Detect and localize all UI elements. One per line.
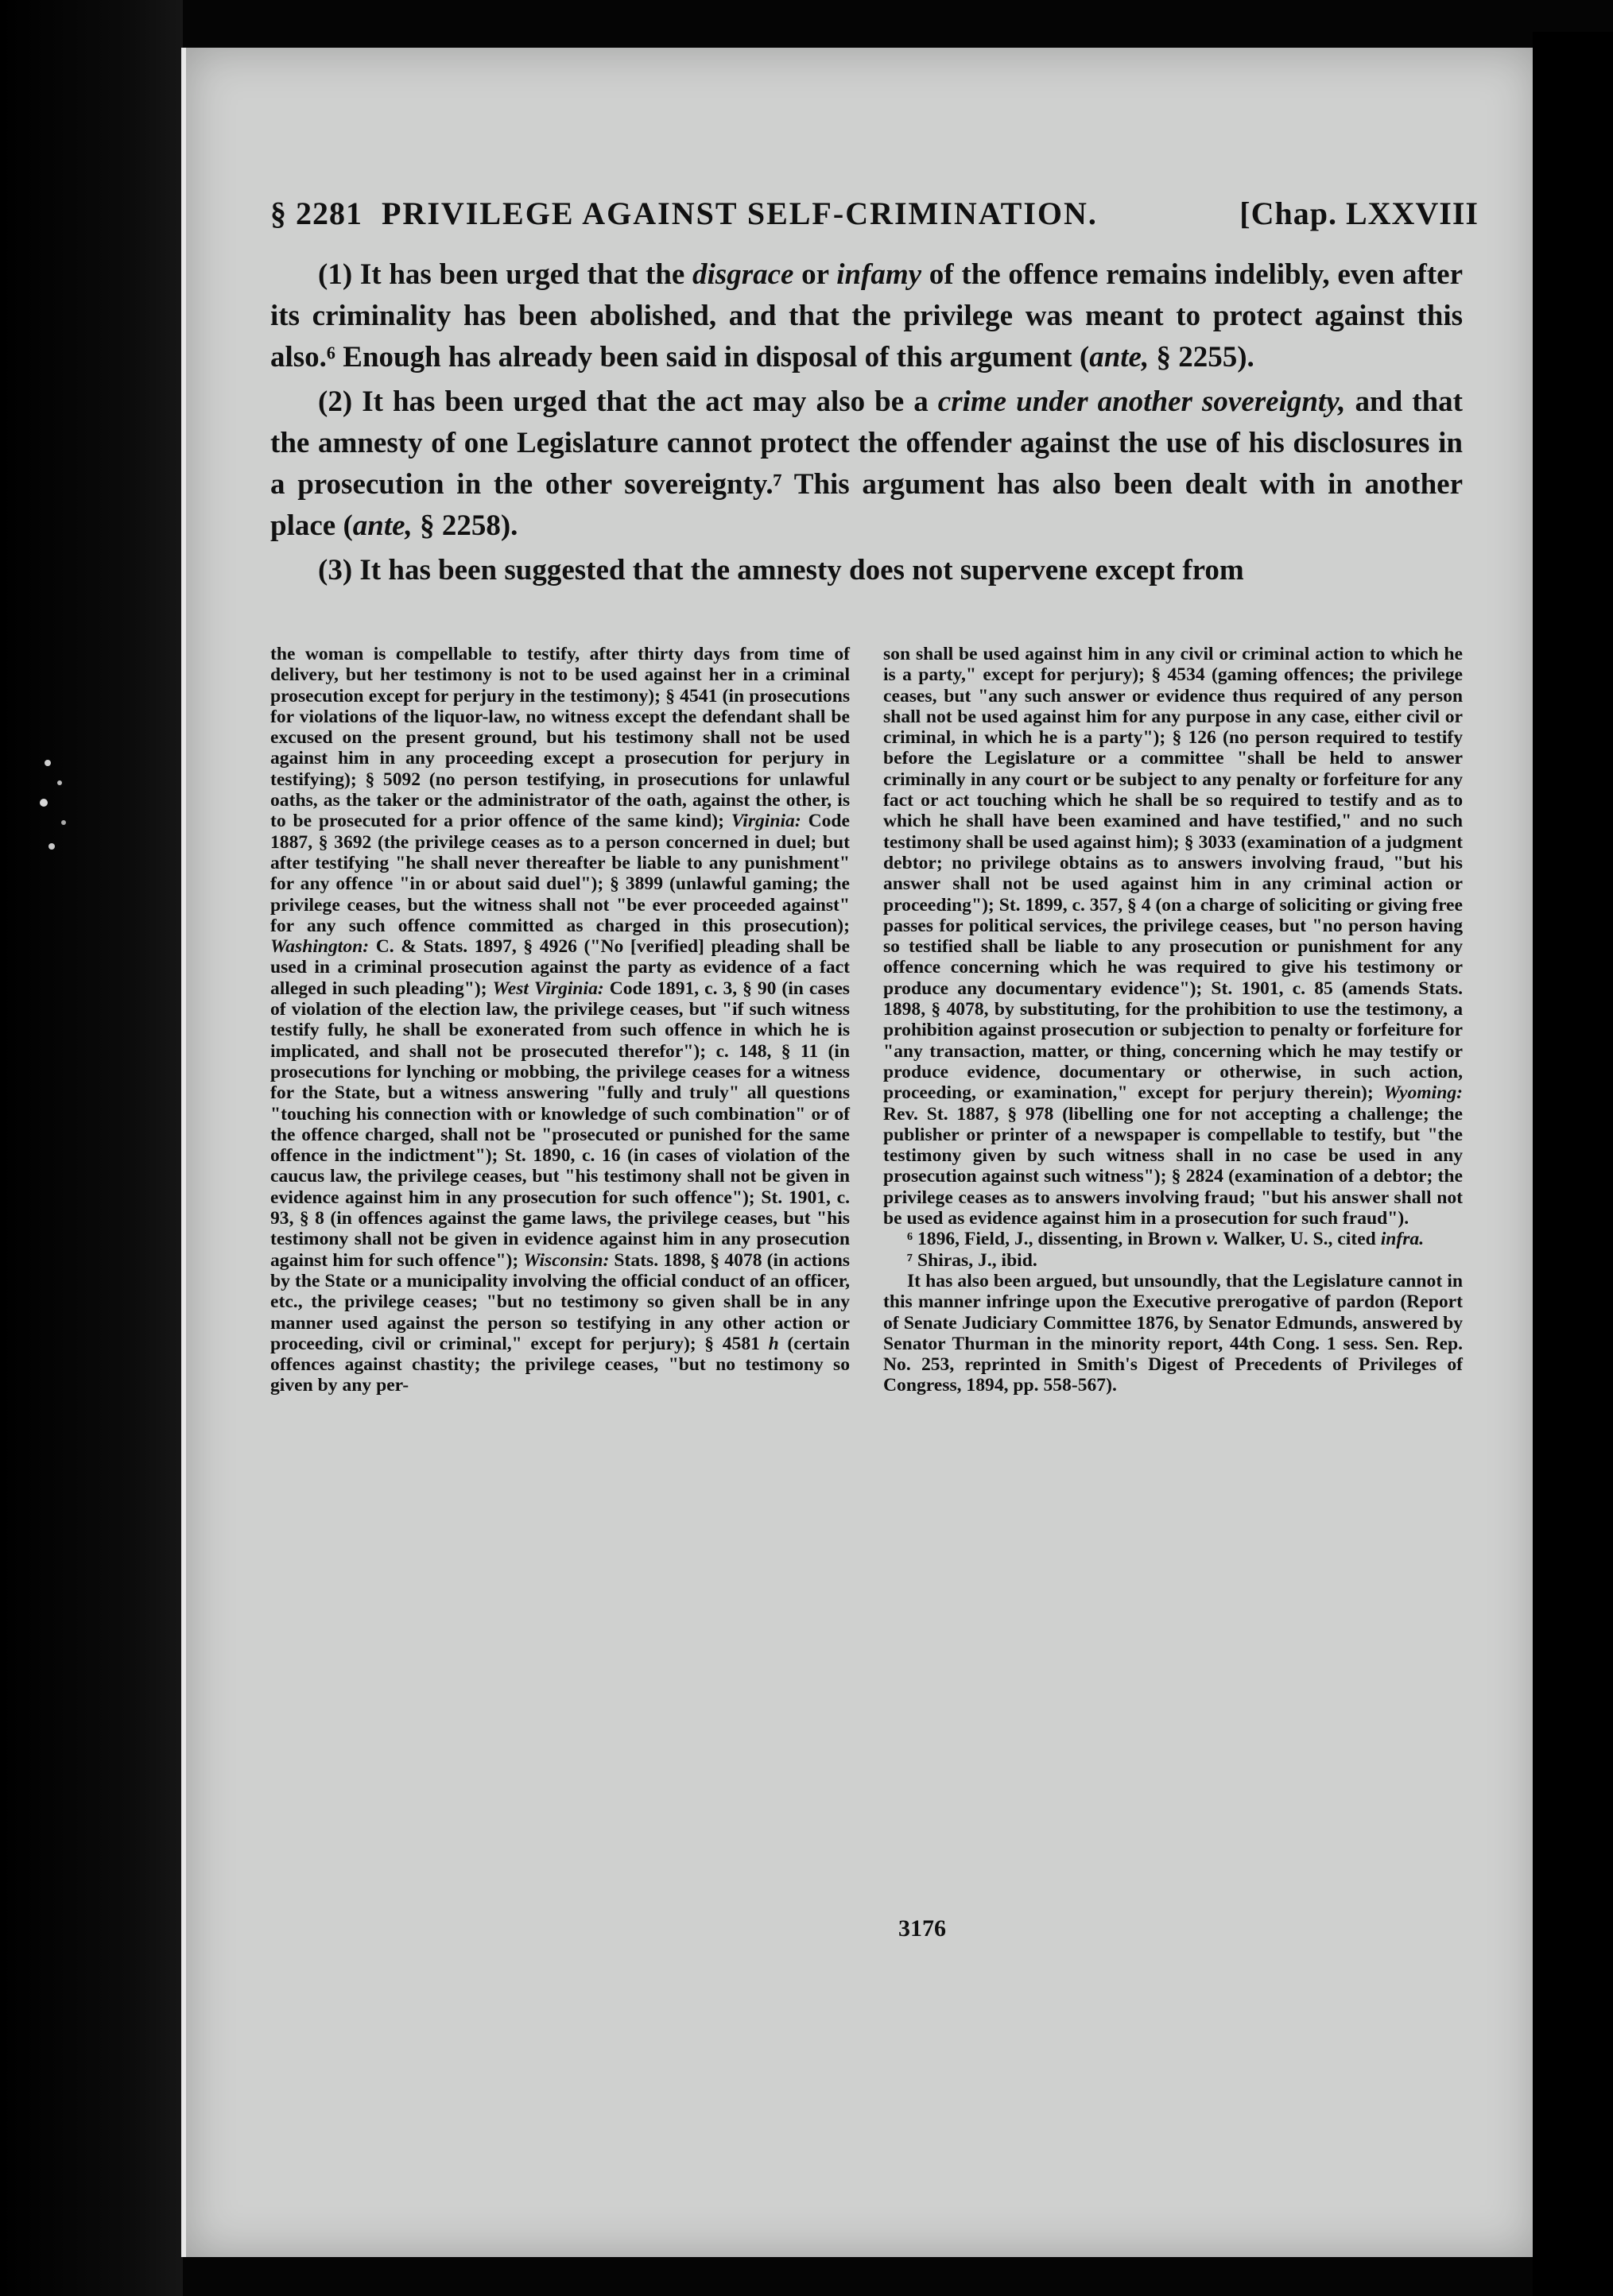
italic-run: Washington:	[270, 936, 370, 958]
text-run: C. & Stats. 1897, § 4926 ("No [verified] pleading shall be used in a criminal prosecution against the party as evidence of a fact alleged in such pleading");	[270, 936, 850, 999]
scan-specks	[32, 747, 79, 874]
footnote-continued-left	[270, 644, 850, 1396]
section-number: § 2281	[270, 196, 363, 231]
italic-run: ante,	[352, 509, 413, 542]
italic-run: Wyoming:	[1383, 1082, 1463, 1104]
paragraph-2	[270, 381, 1463, 547]
text-run: or	[793, 258, 837, 291]
italic-run: infra.	[1380, 1229, 1425, 1250]
text-run: son shall be used against him in any civil or criminal action to which he is a party," except for perjury); § 4534 (gaming offences; the privilege ceases, but "any such answer or evidence thus required of any person shall not be used against him for any purpose in any case, either civil or criminal, in which he is a party"); § 126 (no person required to testify before the Legislature or a committee "shall be held to answer criminally in any court or be subject to any penalty or forfeiture for any fact or act touching which he shall be so required to testify and as to which he shall have been examined and have testified," and no such testimony shall be used against him); § 3033 (examination of a judgment debtor; no privilege obtains as to answers involving fraud, "but his answer shall not be used against him in any criminal action or proceeding"); St. 1899, c. 357, § 4 (on a charge of soliciting or giving free passes for political services, the privilege ceases, but "no person having so testified shall be liable to any prosecution or punishment for any offence concerning which he was required to give his testimony or produce any documentary evidence"); St. 1901, c. 85 (amends Stats. 1898, § 4078, by substituting, for the prohibition to use the testimony, a prohibition against prosecution or subjection to penalty or forfeiture for "any transaction, matter, or thing, concerning which he may testify or produce evidence, documentary or otherwise, in such action, proceeding, or examination," except for perjury therein);	[883, 644, 1463, 1104]
text-run: Stats. 1898, § 4078 (in actions by the State or a municipality involving the official conduct of an officer, etc., the privilege ceases; "but no testimony so given shall be in any manner used against the person so testifying in any other action or proceeding, civil or criminal," except for perjury); § 4581	[270, 1249, 850, 1354]
footnote-paragraph: It has also been argued, but unsoundly, that the Legislature cannot in this manner infringe upon the Executive prerogative of pardon (Report of Senate Judiciary Committee 1876, by Senator Edmunds, answered by Senator Thurman in the minority report, 44th Cong. 1 sess. Sen. Rep. No. 253, reprinted in Smith's Digest of Precedents of Privileges of Congress, 1894, pp. 558-567).	[883, 1270, 1463, 1396]
text-run: ⁶ 1896, Field, J., dissenting, in Brown	[907, 1229, 1207, 1250]
text-run: the woman is compellable to testify, after thirty days from time of delivery, but her testimony is not to be used against her in a criminal prosecution except for perjury in the testimony); § 4541 (in prosecutions for violations of the liquor-law, no witness except the defendant shall be excused on the present ground, but his testimony shall not be used against him in any proceeding except a prosecution for perjury in testifying); § 5092 (no person testifying, in prosecutions for unlawful oaths, as the taker or the administrator of the oath, against the other, is to be prosecuted for a prior offence of the same kind);	[270, 644, 850, 832]
page-number: 3176	[898, 1915, 946, 1942]
text-run: Rev. St. 1887, § 978 (libelling one for not accepting a challenge; the publisher or printer of a newspaper is compellable to testify, but "the testimony given by such witness shall in no case be used in any prosecution against such witness"); § 2824 (examination of a debtor; the privilege ceases as to answers involving fraud; "but his answer shall not be used as evidence against him in a prosecution for such fraud").	[883, 1103, 1463, 1229]
paragraph-3: (3) It has been suggested that the amnesty does not supervene except from	[318, 554, 1244, 587]
text-run: Code 1891, c. 3, § 90 (in cases of violation of the election law, the privilege ceases, but "if such witness testify fully, he shall be exonerated from such offence in which he is implicated, and shall not be prosecuted therefor"); c. 148, § 11 (in prosecutions for lynching or mobbing, the privilege ceases for a witness for the State, but a witness answering "fully and truly" all questions "touching his connection with or knowledge of such combination" or of the offence charged, shall not be "prosecuted or punished for the same offence in the indictment"); St. 1890, c. 16 (in cases of violation of the caucus law, the privilege ceases, but "his testimony shall not be given in evidence against him in any prosecution for such offence"); St. 1901, c. 93, § 8 (in offences against the game laws, the privilege ceases, but "his testimony shall not be given in evidence against him in any prosecution against him for such offence");	[270, 978, 850, 1271]
text-run: Code 1887, § 3692 (the privilege ceases as to a person concerned in duel; but after testifying "he shall never thereafter be liable to any punishment" for any offence "in or about said duel"); § 3899 (unlawful gaming; the privilege ceases, but the witness shall not "be ever proceeded against" for any such offence committed as charged in this prosecution);	[270, 811, 850, 936]
text-run: Walker, U. S., cited	[1218, 1229, 1381, 1250]
text-run: of the offence remains indelibly, even after its criminality has been abolished, and that the privilege was meant to protect against this also.⁶ Enough has already been said in disposal of this argument (	[270, 258, 1463, 374]
italic-run: Virginia:	[731, 811, 801, 832]
footnote-right-column	[883, 644, 1463, 1396]
italic-run: West Virginia:	[492, 978, 604, 999]
italic-run: h	[768, 1333, 779, 1354]
text-run: and that the amnesty of one Legislature cannot protect the offender against the use of his disclosures in a prosecution in the other sovereignty.⁷ This argument has also been dealt with in another place (	[270, 385, 1463, 542]
running-header	[270, 195, 1479, 242]
italic-run: ante,	[1089, 341, 1150, 374]
text-run: (2) It has been urged that the act may also be a	[318, 385, 938, 418]
text-run: § 2255).	[1149, 341, 1254, 374]
chapter-label: [Chap. LXXVIII	[1239, 196, 1479, 231]
italic-run: infamy	[836, 258, 922, 291]
footnote-left-column	[270, 644, 850, 1396]
footnote-continued-right	[883, 644, 1463, 1229]
text-run: (1) It has been urged that the	[318, 258, 693, 291]
footnote-columns	[270, 644, 1463, 1396]
italic-run: crime under another sovereignty,	[937, 385, 1346, 418]
italic-run: disgrace	[692, 258, 794, 291]
paragraph-1	[270, 254, 1463, 378]
italic-run: v.	[1206, 1229, 1219, 1250]
running-title: PRIVILEGE AGAINST SELF-CRIMINATION.	[382, 196, 1098, 231]
footnote-7: ⁷ Shiras, J., ibid.	[907, 1249, 1037, 1271]
main-text	[270, 254, 1463, 594]
text-run: § 2258).	[412, 509, 518, 542]
scan-margin-right	[1533, 32, 1613, 2296]
footnote-6	[883, 1229, 1463, 1249]
text-run: (certain offences against chastity; the privilege ceases, "but no testimony so given by any per-	[270, 1333, 850, 1396]
scan-margin	[0, 0, 183, 2296]
italic-run: Wisconsin:	[523, 1249, 610, 1271]
